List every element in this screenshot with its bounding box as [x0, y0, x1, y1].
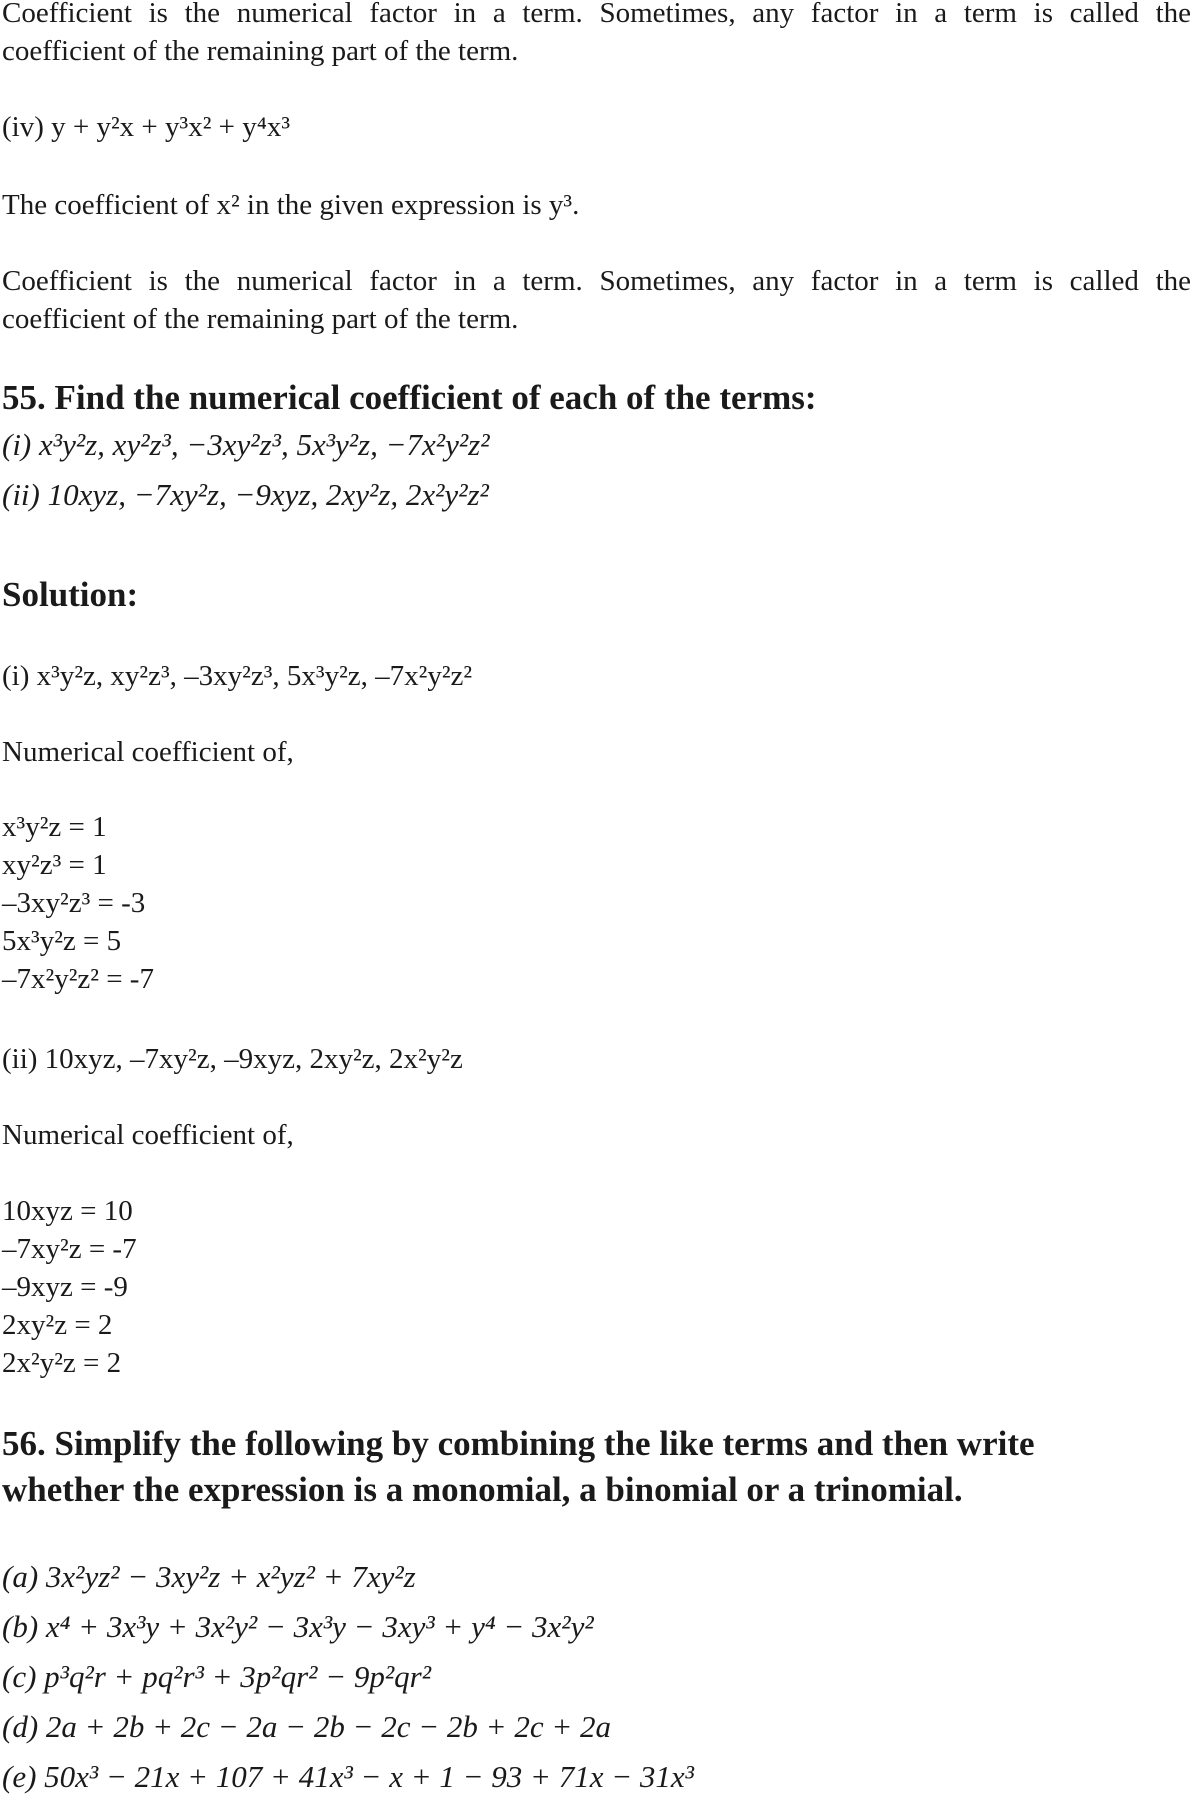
part-iv-line: [2, 108, 1191, 146]
result-line: x³y²z = 1: [2, 811, 107, 843]
text-line: coefficient of the remaining part of the term.: [2, 303, 519, 335]
q56-items: [2, 1557, 1191, 1797]
q55-part-i: [2, 657, 1191, 695]
result-line: –7xy²z = -7: [2, 1233, 137, 1265]
q55-terms: [2, 425, 1191, 515]
q56-item: (d) 2a + 2b + 2c − 2a − 2b − 2c − 2b + 2c + 2a: [2, 1709, 612, 1744]
coefficient-label-1: [2, 733, 1191, 771]
part-ii-results: [2, 1192, 1191, 1382]
result-line: 2x²y²z = 2: [2, 1347, 122, 1379]
question-heading: 55. Find the numerical coefficient of each of the terms:: [2, 378, 817, 417]
expression: y + y²x + y³x² + y⁴x³: [51, 111, 291, 143]
solution-heading: [2, 572, 1191, 618]
part-iv-expression: [2, 108, 1191, 146]
part-i-results: [2, 808, 1191, 998]
part-iv-answer: [2, 186, 1191, 224]
coefficient-label: Numerical coefficient of,: [2, 736, 294, 768]
part-ii-expression: (ii) 10xyz, –7xy²z, –9xyz, 2xy²z, 2x²y²z: [2, 1043, 463, 1075]
q56-item: (c) p³q²r + pq²r³ + 3p²qr² − 9p²qr²: [2, 1659, 432, 1694]
result-line: 5x³y²z = 5: [2, 925, 122, 957]
q56-item: (e) 50x³ − 21x + 107 + 41x³ − x + 1 − 93 + 71x − 31x³: [2, 1759, 694, 1794]
result-line: 10xyz = 10: [2, 1195, 133, 1227]
q55-heading: [2, 375, 1191, 421]
q55-part-ii: [2, 1040, 1191, 1078]
q56-heading: [2, 1421, 1191, 1513]
solution-title: Solution:: [2, 575, 139, 614]
result-line: –3xy²z³ = -3: [2, 887, 146, 919]
intro-paragraph-2: [2, 262, 1191, 338]
answer-text: The coefficient of x² in the given expression is y³.: [2, 189, 580, 221]
text-line: coefficient of the remaining part of the term.: [2, 35, 519, 67]
result-line: xy²z³ = 1: [2, 849, 107, 881]
question-heading-line: 56. Simplify the following by combining the like terms and then write: [2, 1424, 1035, 1463]
part-i-expression: (i) x³y²z, xy²z³, –3xy²z³, 5x³y²z, –7x²y²z²: [2, 660, 473, 692]
intro-paragraph-1: [2, 0, 1191, 70]
text-line: Coefficient is the numerical factor in a term. Sometimes, any factor in a term is called the: [2, 265, 1191, 297]
q56-item: (b) x⁴ + 3x³y + 3x²y² − 3x³y − 3xy³ + y⁴ − 3x²y²: [2, 1609, 594, 1644]
terms-line-ii: (ii) 10xyz, −7xy²z, −9xyz, 2xy²z, 2x²y²z²: [2, 477, 489, 512]
result-line: 2xy²z = 2: [2, 1309, 113, 1341]
coefficient-label: Numerical coefficient of,: [2, 1119, 294, 1151]
result-line: –9xyz = -9: [2, 1271, 128, 1303]
text-line: Coefficient is the numerical factor in a term. Sometimes, any factor in a term is called the: [2, 0, 1191, 29]
terms-line-i: (i) x³y²z, xy²z³, −3xy²z³, 5x³y²z, −7x²y²z²: [2, 427, 490, 462]
result-line: –7x²y²z² = -7: [2, 963, 154, 995]
question-heading-line: whether the expression is a monomial, a binomial or a trinomial.: [2, 1470, 963, 1509]
coefficient-label-2: [2, 1116, 1191, 1154]
q56-item: (a) 3x²yz² − 3xy²z + x²yz² + 7xy²z: [2, 1559, 416, 1594]
part-label: (iv): [2, 111, 44, 143]
